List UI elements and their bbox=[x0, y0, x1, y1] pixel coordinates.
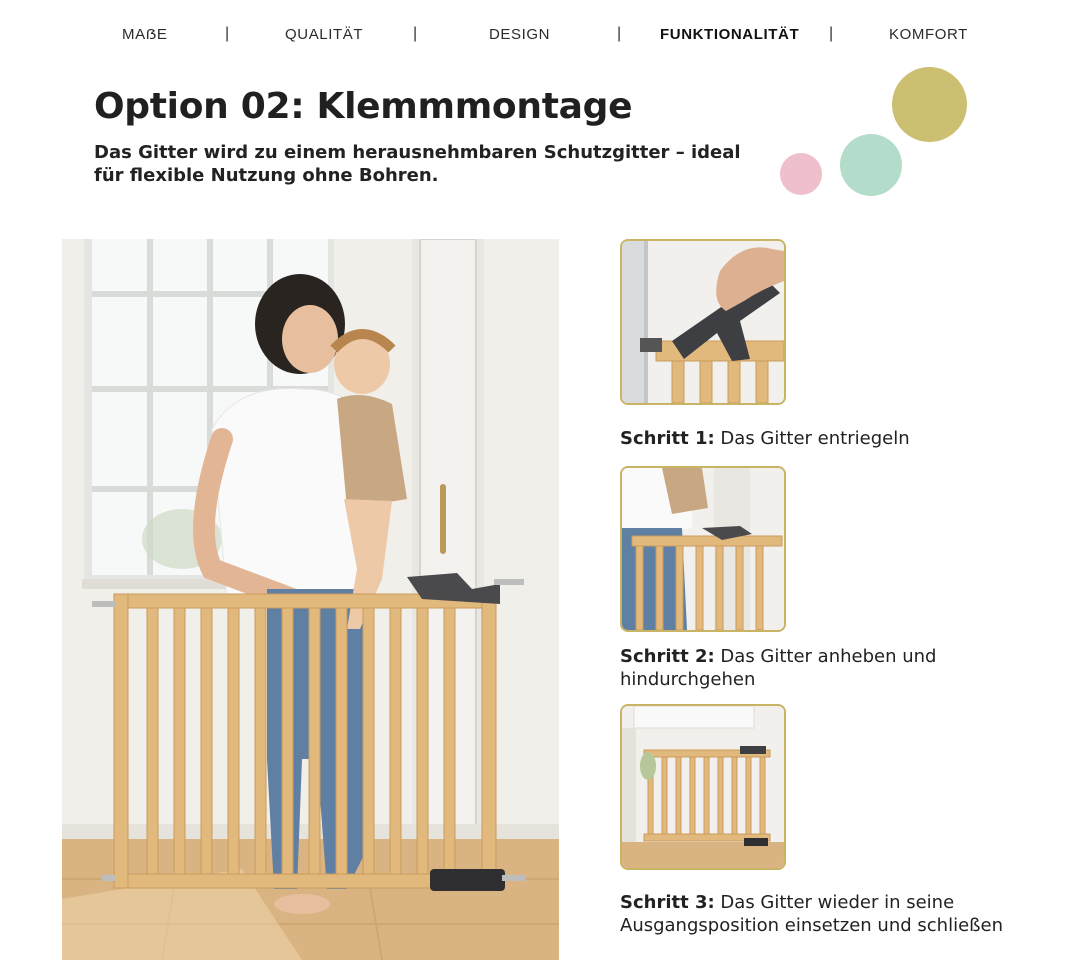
step-1-text: Das Gitter entriegeln bbox=[714, 428, 910, 449]
nav-item-design[interactable]: DESIGN bbox=[489, 26, 551, 43]
nav-separator: | bbox=[413, 25, 418, 42]
step-1-thumbnail bbox=[620, 239, 786, 405]
top-navigation bbox=[0, 0, 1080, 72]
nav-separator: | bbox=[617, 25, 622, 42]
nav-item-masse[interactable]: MAẞE bbox=[122, 26, 168, 43]
nav-item-qualitaet[interactable]: QUALITÄT bbox=[285, 26, 364, 43]
page-title: Option 02: Klemmmontage bbox=[94, 86, 633, 127]
nav-item-funktionalitaet[interactable]: FUNKTIONALITÄT bbox=[660, 26, 800, 43]
main-product-photo bbox=[62, 239, 559, 960]
decorative-dot-mint bbox=[840, 134, 902, 196]
nav-separator: | bbox=[225, 25, 230, 42]
decorative-dot-gold bbox=[892, 67, 967, 142]
decorative-dot-pink bbox=[780, 153, 822, 195]
step-2-text: Das Gitter anheben und hindurchgehen bbox=[620, 646, 937, 690]
step-2-label: Schritt 2: bbox=[620, 646, 715, 667]
step-1-label: Schritt 1: bbox=[620, 428, 715, 449]
nav-separator: | bbox=[829, 25, 834, 42]
step-3-text: Das Gitter wieder in seine Ausgangsposition einsetzen und schließen bbox=[620, 892, 1003, 936]
step-2-thumbnail bbox=[620, 466, 786, 632]
gate-scene-illustration bbox=[62, 239, 559, 960]
step-2-caption bbox=[620, 645, 1040, 691]
page-subtitle: Das Gitter wird zu einem herausnehmbaren Schutzgitter – ideal für flexible Nutzung ohne Bohren. bbox=[94, 142, 741, 186]
step-1-caption bbox=[620, 427, 1040, 450]
close-gate-illustration bbox=[622, 706, 784, 868]
step-3-caption bbox=[620, 891, 1040, 937]
lift-gate-illustration bbox=[622, 468, 784, 630]
step-3-thumbnail bbox=[620, 704, 786, 870]
unlock-clamp-illustration bbox=[622, 241, 784, 403]
nav-item-komfort[interactable]: KOMFORT bbox=[889, 26, 968, 43]
step-3-label: Schritt 3: bbox=[620, 892, 715, 913]
